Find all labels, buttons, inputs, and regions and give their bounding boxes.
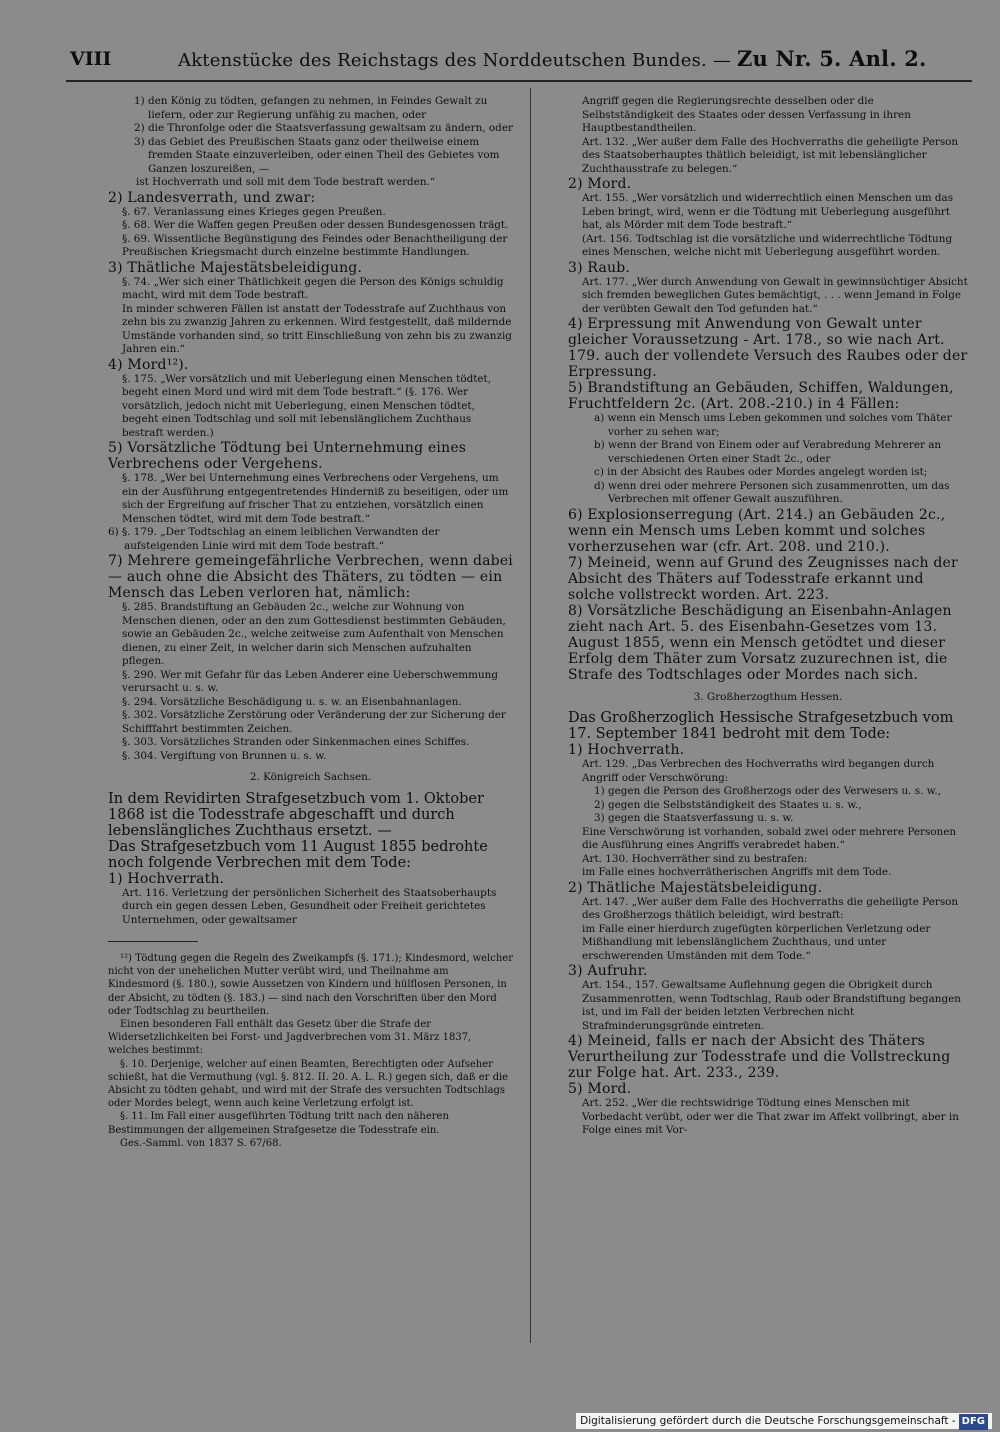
page-header [70, 44, 970, 80]
left-paragraph: 3) Thätliche Majestätsbeleidigung. [108, 259, 363, 276]
right-paragraph: im Falle eines hochverrätherischen Angriffs mit dem Tode. [582, 866, 892, 878]
dfg-footer [576, 1413, 992, 1429]
left-paragraph: §. 303. Vorsätzliches Stranden oder Sinkenmachen eines Schiffes. [122, 736, 470, 748]
footnotes-paragraph: §. 11. Im Fall einer ausgeführten Tödtung tritt nach den näheren Bestimmungen der allgemeinen Strafgesetze die Todesstrafe ein. [108, 1111, 449, 1136]
right-paragraph: 8) Vorsätzliche Beschädigung an Eisenbahn-Anlagen zieht nach Art. 5. des Eisenbahn-Gesetzes vom 13. August 1855, wenn ein Mensch getödtet und dieser Erfolg dem Thäter zum Vorsatz zuzurechnen ist, die Strafe des Todtschlages oder Mordes nach sich. [568, 602, 952, 683]
column-divider [530, 88, 531, 1343]
right-paragraph: 4) Erpressung mit Anwendung von Gewalt unter gleicher Voraussetzung - Art. 178., so wie nach Art. 179. auch der vollendete Versuch des Raubes oder der Erpressung. [568, 316, 968, 380]
page-number: VIII [70, 48, 112, 70]
left-paragraph: §. 302. Vorsätzliche Zerstörung oder Veränderung der zur Sicherung der Schifffahrt bestimmten Zeichen. [122, 709, 506, 735]
right-paragraph: Art. 154., 157. Gewaltsame Auflehnung gegen die Obrigkeit durch Zusammenrotten, wenn Todtschlag, Raub oder Brandstiftung begangen ist, und im Fall der beiden letzten Verbrechen nicht Strafminderungsgründe eintreten. [582, 979, 961, 1032]
left-paragraph: §. 74. „Wer sich einer Thätlichkeit gegen die Person des Königs schuldig macht, wird mit dem Tode bestraft. [122, 275, 504, 301]
right-paragraph: (Art. 156. Todtschlag ist die vorsätzliche und widerrechtliche Tödtung eines Menschen, welche nicht mit Ueberlegung ausgeführt worden. [582, 232, 953, 258]
left-column-body [108, 95, 513, 927]
right-paragraph: 2) Mord. [568, 176, 632, 192]
right-paragraph: 2) Thätliche Majestätsbeleidigung. [568, 879, 823, 896]
right-paragraph: Eine Verschwörung ist vorhanden, sobald zwei oder mehrere Personen die Ausführung eines Angriffs verabredet haben.“ [582, 825, 957, 851]
right-column [568, 95, 968, 1138]
right-paragraph: Art. 147. „Wer außer dem Falle des Hochverraths die geheiligte Person des Großherzogs thätlich beleidigt, wird bestraft: [582, 895, 959, 921]
right-paragraph: Art. 252. „Wer die rechtswidrige Tödtung eines Menschen mit Vorbedacht verübt, oder wer die That zwar im Affekt vollbringt, aber in Folge eines mit Vor- [582, 1097, 959, 1136]
footnotes-paragraph: §. 10. Derjenige, welcher auf einen Beamten, Berechtigten oder Aufseher schießt, hat die Vermuthung (vgl. §. 812. II. 20. A. L. R.) gegen sich, daß er die Absicht zu tödten gehabt, und wird mit der Strafe des versuchten Todtschlags oder Mordes belegt, wenn auch keine Verletzung erfolgt ist. [108, 1058, 509, 1110]
right-paragraph: 3) gegen die Staatsverfassung u. s. w. [594, 812, 794, 824]
right-paragraph: d) wenn drei oder mehrere Personen sich zusammenrotten, um das Verbrechen mit offener Gewalt auszuführen. [594, 479, 950, 505]
right-paragraph: Art. 130. Hochverräther sind zu bestrafen: [582, 852, 808, 865]
right-paragraph: 2) gegen die Selbstständigkeit des Staates u. s. w., [594, 798, 862, 811]
left-paragraph: §. 68. Wer die Waffen gegen Preußen oder dessen Bundesgenossen trägt. [122, 219, 509, 231]
right-paragraph: 6) Explosionserregung (Art. 214.) an Gebäuden 2c., wenn ein Mensch ums Leben kommt und solches vorherzusehen war (cfr. Art. 208. und 210.). [568, 506, 946, 555]
right-paragraph: Angriff gegen die Regierungsrechte desselben oder die Selbstständigkeit des Staates oder dessen Verfassung in ihren Hauptbestandtheilen. [582, 95, 911, 134]
left-paragraph: 7) Mehrere gemeingefährliche Verbrechen, wenn dabei — auch ohne die Absicht des Thäters, zu tödten — ein Mensch das Leben verloren hat, nämlich: [108, 553, 513, 601]
right-paragraph: Art. 132. „Wer außer dem Falle des Hochverraths die geheiligte Person des Staatsoberhauptes thätlich beleidigt, ist mit lebenslänglicher Zuchthausstrafe zu belegen.“ [582, 135, 959, 175]
dfg-logo: DFG [959, 1414, 988, 1430]
header-rule [66, 80, 972, 82]
left-paragraph: 2) Landesverrath, und zwar: [108, 189, 316, 206]
left-paragraph: 3) das Gebiet des Preußischen Staats ganz oder theilweise einem fremden Staate einzuverleiben, oder einen Theil des Gebietes vom Ganzen loszureißen, — [134, 135, 500, 175]
left-paragraph: 5) Vorsätzliche Tödtung bei Unternehmung eines Verbrechens oder Vergehens. [108, 440, 467, 472]
right-paragraph: 1) Hochverrath. [568, 742, 685, 758]
right-column-body [568, 95, 968, 1138]
right-paragraph: Das Großherzoglich Hessische Strafgesetzbuch vom 17. September 1841 bedroht mit dem Tode: [568, 710, 954, 742]
right-paragraph: 5) Brandstiftung an Gebäuden, Schiffen, Waldungen, Fruchtfeldern 2c. (Art. 208.-210.) in 4 Fällen: [568, 380, 954, 412]
left-paragraph: 1) Hochverrath. [108, 870, 225, 887]
left-paragraph: §. 175. „Wer vorsätzlich und mit Ueberlegung einen Menschen tödtet, begeht einen Mord und wird mit dem Tode bestraft.“ (§. 176. Wer vorsätzlich, jedoch nicht mit Ueberlegung, einen Menschen tödtet, begeht einen Todtschlag und soll mit lebenslänglichem Zuchthaus bestraft werden.) [122, 372, 492, 439]
left-paragraph: 2) die Thronfolge oder die Staatsverfassung gewaltsam zu ändern, oder [134, 122, 513, 134]
right-paragraph: c) in der Absicht des Raubes oder Mordes angelegt worden ist; [594, 466, 928, 478]
footnotes [108, 952, 513, 1150]
header-title: Aktenstücke des Reichstags des Norddeutschen Bundes. — [178, 50, 732, 71]
left-paragraph: 6) §. 179. „Der Todtschlag an einem leiblichen Verwandten der aufsteigenden Linie wird mit dem Tode bestraft.“ [108, 526, 440, 552]
right-paragraph: 3) Aufruhr. [568, 963, 648, 979]
left-paragraph: In dem Revidirten Strafgesetzbuch vom 1. Oktober 1868 ist die Todesstrafe abgeschafft und durch lebenslängliches Zuchthaus ersetzt. — [108, 790, 484, 839]
left-paragraph: §. 285. Brandstiftung an Gebäuden 2c., welche zur Wohnung von Menschen dienen, oder an den zum Gottesdienst bestimmten Gebäuden, sowie an Gebäuden 2c., welche zeitweise zum Aufenthalt von Menschen dienen, zu einer Zeit, in welcher darin sich Menschen aufzuhalten pflegen. [122, 601, 506, 667]
left-paragraph: Art. 116. Verletzung der persönlichen Sicherheit des Staatsoberhaupts durch ein gegen dessen Leben, Gesundheit oder Freiheit gerichtetes Unternehmen, oder gewaltsamer [122, 886, 497, 926]
left-paragraph: Das Strafgesetzbuch vom 11 August 1855 bedrohte noch folgende Verbrechen mit dem Tode: [108, 838, 488, 871]
right-paragraph: 5) Mord. [568, 1081, 632, 1097]
left-paragraph: §. 178. „Wer bei Unternehmung eines Verbrechens oder Vergehens, um ein der Ausführung entgegentretendes Hinderniß zu beseitigen, oder um sich der Ergreifung auf frischer That zu entziehen, vorsätzlich einen Menschen tödtet, wird mit dem Tode bestraft.“ [122, 472, 509, 525]
right-paragraph: Art. 129. „Das Verbrechen des Hochverraths wird begangen durch Angriff oder Verschwörung: [582, 758, 935, 784]
left-paragraph: 1) den König zu tödten, gefangen zu nehmen, in Feindes Gewalt zu liefern, oder zur Regierung unfähig zu machen, oder [134, 95, 488, 121]
left-paragraph: §. 294. Vorsätzliche Beschädigung u. s. w. an Eisenbahnanlagen. [122, 695, 462, 708]
right-paragraph: 1) gegen die Person des Großherzogs oder des Verwesers u. s. w., [594, 785, 941, 797]
left-paragraph: §. 304. Vergiftung von Brunnen u. s. w. [122, 749, 327, 762]
right-paragraph: Art. 177. „Wer durch Anwendung von Gewalt in gewinnsüchtiger Absicht sich fremden beweglichen Gutes bemächtigt, . . . wenn Jemand in Folge der verübten Gewalt den Tod gefunden hat.“ [582, 275, 968, 315]
left-paragraph: §. 67. Veranlassung eines Krieges gegen Preußen. [122, 205, 386, 218]
footnotes-paragraph: Einen besonderen Fall enthält das Gesetz über die Strafe der Widersetzlichkeiten bei Forst- und Jagdverbrechen vom 31. März 1837, welches bestimmt: [108, 1019, 472, 1057]
right-paragraph: a) wenn ein Mensch ums Leben gekommen und solches vom Thäter vorher zu sehen war; [594, 412, 952, 438]
footnotes-paragraph: Ges.-Samml. von 1837 S. 67/68. [120, 1137, 282, 1149]
right-paragraph: Art. 155. „Wer vorsätzlich und widerrechtlich einen Menschen um das Leben bringt, wird, wenn er die Tödtung mit Ueberlegung ausgeführt hat, als Mörder mit dem Tode bestraft.“ [582, 192, 954, 231]
left-paragraph: 4) Mord¹²). [108, 356, 189, 373]
right-paragraph: im Falle einer hierdurch zugefügten körperlichen Verletzung oder Mißhandlung mit lebenslänglichem Zuchthaus, und unter erschwerenden Umständen mit dem Tode.“ [582, 922, 931, 962]
left-paragraph: In minder schweren Fällen ist anstatt der Todesstrafe auf Zuchthaus von zehn bis zu zwanzig Jahren zu erkennen. Wird festgestellt, daß mildernde Umstände vorhanden sind, so tritt Einschließung von zehn bis zu zwanzig Jahren ein.“ [122, 302, 512, 355]
left-paragraph: ist Hochverrath und soll mit dem Tode bestraft werden.“ [136, 176, 436, 188]
footer-text: Digitalisierung gefördert durch die Deutsche Forschungsgemeinschaft - [580, 1415, 956, 1427]
right-paragraph: 3) Raub. [568, 259, 631, 276]
footnote-rule [108, 941, 198, 942]
left-paragraph: §. 290. Wer mit Gefahr für das Leben Anderer eine Ueberschwemmung verursacht u. s. w. [122, 668, 499, 694]
right-paragraph: b) wenn der Brand von Einem oder auf Verabredung Mehrerer an verschiedenen Orten einer Stadt 2c., oder [594, 439, 942, 465]
left-column [108, 95, 513, 1150]
left-paragraph: 2. Königreich Sachsen. [249, 771, 372, 783]
right-paragraph: 3. Großherzogthum Hessen. [693, 690, 843, 703]
right-paragraph: 4) Meineid, falls er nach der Absicht des Thäters Verurtheilung zur Todesstrafe und die Vollstreckung zur Folge hat. Art. 233., 239. [568, 1033, 951, 1081]
left-paragraph: §. 69. Wissentliche Begünstigung des Feindes oder Benachtheiligung der Preußischen Kriegsmacht durch einzelne bestimmte Handlungen. [122, 232, 508, 258]
running-title [178, 46, 927, 71]
footnotes-paragraph: ¹²) Tödtung gegen die Regeln des Zweikampfs (§. 171.); Kindesmord, welcher nicht von der unehelichen Mutter verübt wird, und Theilnahme am Kindesmord (§. 180.), sowie Aussetzen von Kindern und hülflosen Personen, in der Absicht, zu tödten (§. 183.) — sind nach den Vorschriften über den Mord oder Todtschlag zu beurtheilen. [108, 953, 513, 1017]
document-reference: Zu Nr. 5. Anl. 2. [736, 46, 927, 71]
right-paragraph: 7) Meineid, wenn auf Grund des Zeugnisses nach der Absicht des Thäters auf Todesstrafe erkannt und solche vollstreckt worden. Art. 223. [568, 554, 958, 603]
